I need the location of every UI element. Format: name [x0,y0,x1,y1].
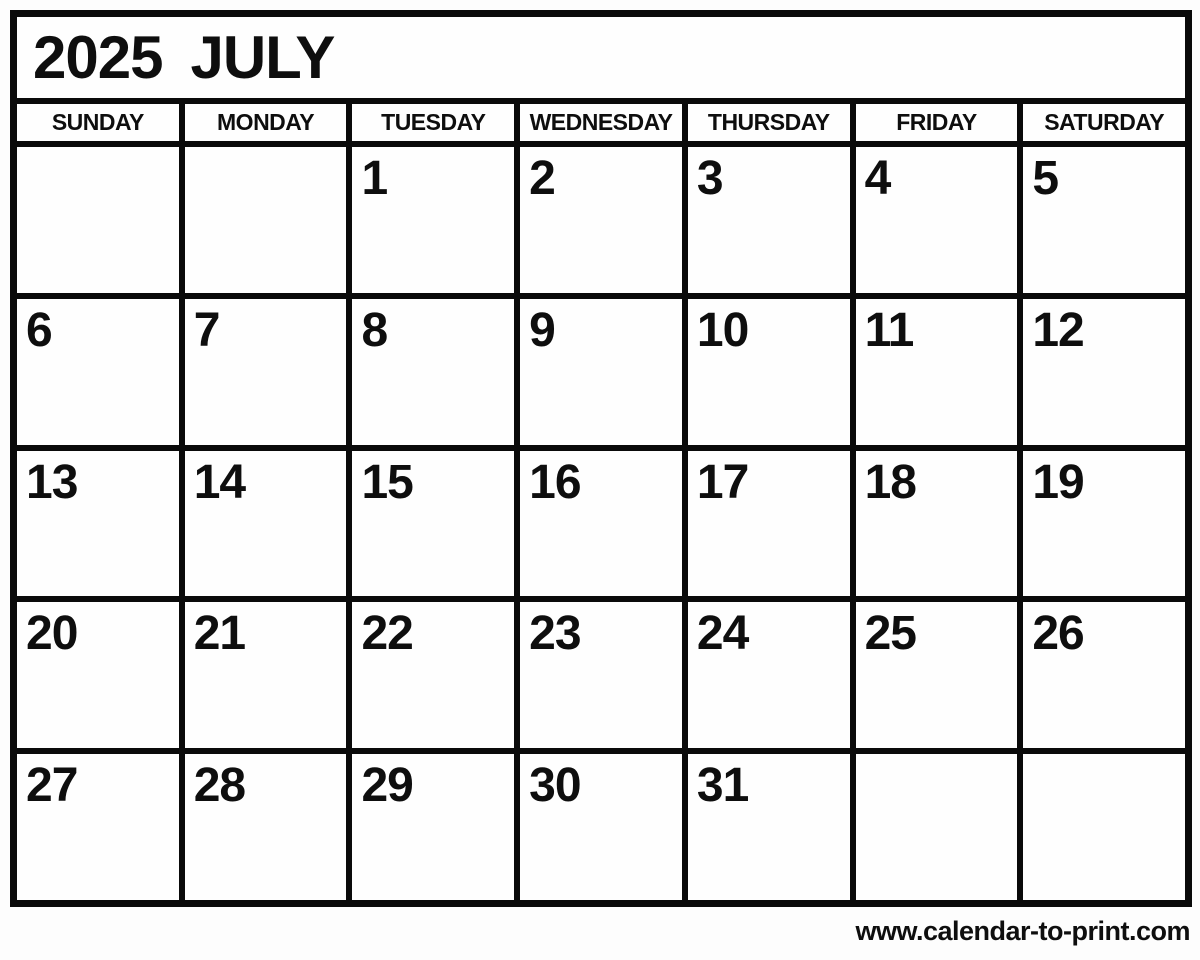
date-cell-29: 29 [352,754,520,900]
date-cell-21: 21 [185,602,353,748]
date-cell-empty [185,147,353,293]
date-cell-empty [856,754,1024,900]
date-cell-30: 30 [520,754,688,900]
week-row [17,451,1185,603]
date-cell-20: 20 [17,602,185,748]
weekday-header-saturday: SATURDAY [1044,109,1165,135]
date-cell-6: 6 [17,299,185,445]
date-cell-18: 18 [856,451,1024,597]
date-cell-15: 15 [352,451,520,597]
date-cell-19: 19 [1023,451,1185,597]
date-cell-empty [17,147,185,293]
date-cell-28: 28 [185,754,353,900]
weekday-header-thursday: THURSDAY [688,104,856,141]
calendar [10,10,1192,907]
date-cell-16: 16 [520,451,688,597]
date-cell-2: 2 [520,147,688,293]
date-cell-17: 17 [688,451,856,597]
date-cell-1: 1 [352,147,520,293]
date-cell-11: 11 [856,299,1024,445]
date-cell-3: 3 [688,147,856,293]
website-url: www.calendar-to-print.com [855,916,1190,946]
date-cell-23: 23 [520,602,688,748]
date-cell-empty [1023,754,1185,900]
weekday-header-row [17,104,1185,147]
date-cell-31: 31 [688,754,856,900]
date-cell-22: 22 [352,602,520,748]
date-cell-24: 24 [688,602,856,748]
weekday-header-monday: MONDAY [185,104,353,141]
weekday-header-wednesday: WEDNESDAY [520,104,688,141]
calendar-title [17,17,1185,104]
date-cell-12: 12 [1023,299,1185,445]
calendar-year: 2025 [33,24,163,91]
week-row [17,299,1185,451]
weekday-header-sunday: SUNDAY [17,104,185,141]
week-row [17,602,1185,754]
date-cell-10: 10 [688,299,856,445]
weekday-header-tuesday: TUESDAY [352,104,520,141]
weekday-header-friday: FRIDAY [856,104,1024,141]
date-cell-27: 27 [17,754,185,900]
date-cell-13: 13 [17,451,185,597]
date-cell-9: 9 [520,299,688,445]
date-cell-25: 25 [856,602,1024,748]
date-cell-5: 5 [1023,147,1185,293]
calendar-month: JULY [190,24,335,91]
week-row [17,754,1185,900]
date-cell-8: 8 [352,299,520,445]
date-cell-26: 26 [1023,602,1185,748]
calendar-grid [17,147,1185,900]
date-cell-14: 14 [185,451,353,597]
week-row [17,147,1185,299]
date-cell-4: 4 [856,147,1024,293]
date-cell-7: 7 [185,299,353,445]
